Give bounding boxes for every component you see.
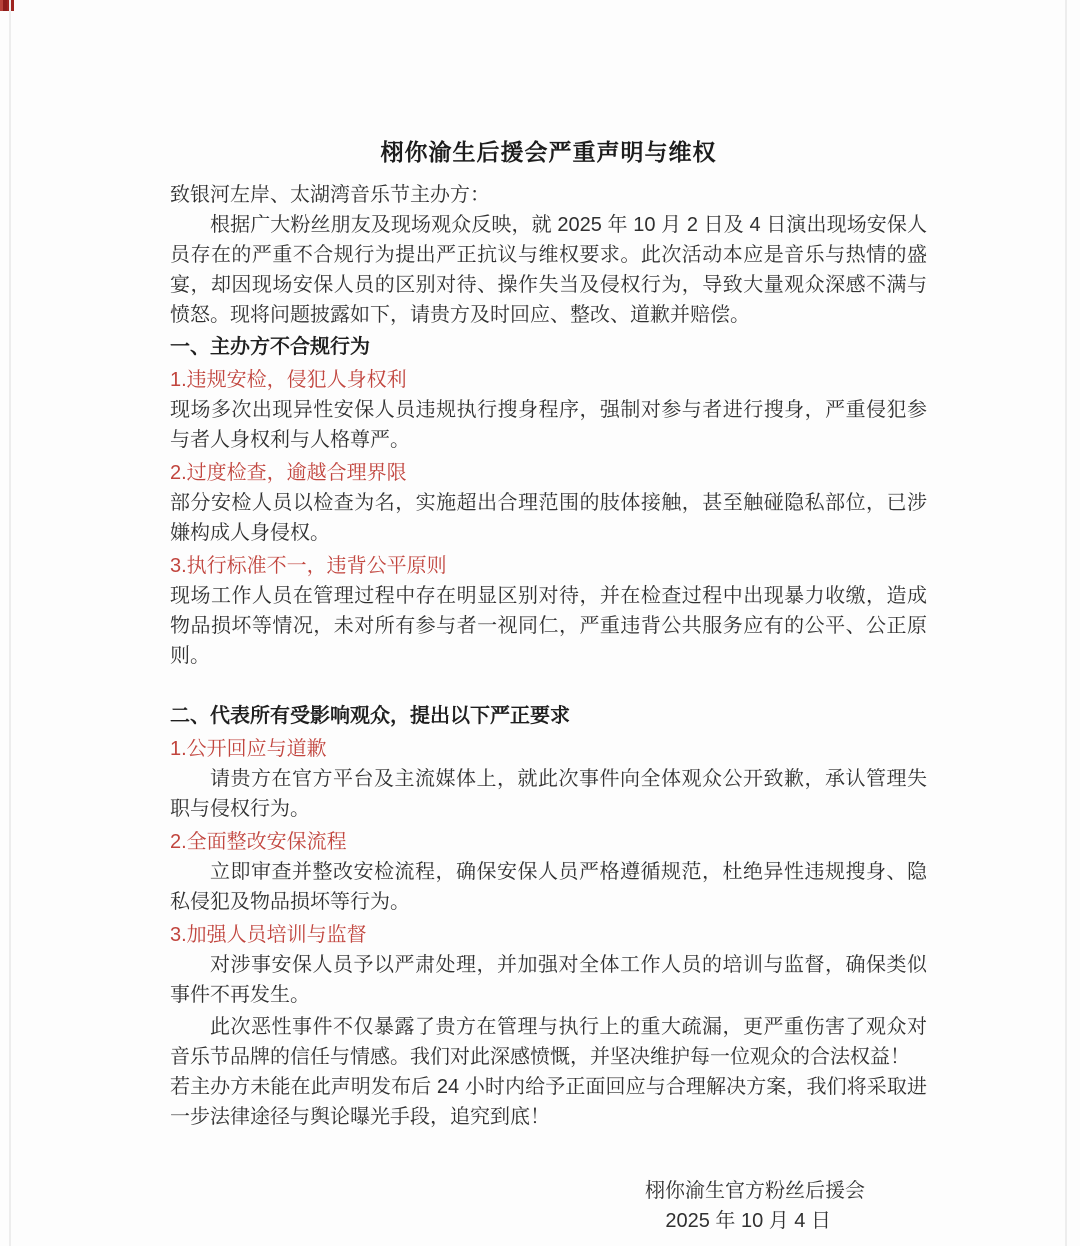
document-body	[170, 136, 927, 1236]
section1-heading: 一、主办方不合规行为	[170, 336, 370, 358]
salutation-line: 致银河左岸、太湖湾音乐节主办方：	[170, 184, 490, 206]
page-left-edge-line	[9, 0, 11, 1246]
section1-item2-title: 2.过度检查，逾越合理界限	[170, 462, 407, 484]
intro-paragraph: 根据广大粉丝朋友及现场观众反映，就 2025 年 10 月 2 日及 4 日演出现场安保人员存在的严重不合规行为提出严正抗议与维权要求。此次活动本应是音乐与热情的盛宴，却因现场安保人员的区别对待、操作失当及侵权行为，导致大量观众深感不满与愤怒。现将问题披露如下，请贵方及时回应、整改、道歉并赔偿。	[170, 214, 927, 326]
section2-item2-body: 立即审查并整改安检流程，确保安保人员严格遵循规范，杜绝异性违规搜身、隐私侵犯及物品损坏等行为。	[170, 861, 927, 913]
page-right-edge-line	[1065, 0, 1067, 1246]
document-title: 栩你渝生后援会严重声明与维权	[380, 139, 717, 165]
section2-item2-title: 2.全面整改安保流程	[170, 831, 347, 853]
section2-heading: 二、代表所有受影响观众，提出以下严正要求	[170, 705, 570, 727]
signature-block	[170, 1176, 927, 1236]
section1-item2-body: 部分安检人员以检查为名，实施超出合理范围的肢体接触，甚至触碰隐私部位，已涉嫌构成人身侵权。	[170, 492, 927, 544]
section2-item1-body: 请贵方在官方平台及主流媒体上，就此次事件向全体观众公开致歉，承认管理失职与侵权行为。	[170, 768, 927, 820]
section2-item3-body: 对涉事安保人员予以严肃处理，并加强对全体工作人员的培训与监督，确保类似事件不再发生。	[170, 954, 927, 1006]
section1-item3-body: 现场工作人员在管理过程中存在明显区别对待，并在检查过程中出现暴力收缴，造成物品损坏等情况，未对所有参与者一视同仁，严重违背公共服务应有的公平、公正原则。	[170, 585, 927, 667]
section1-item1-body: 现场多次出现异性安保人员违规执行搜身程序，强制对参与者进行搜身，严重侵犯参与者人身权利与人格尊严。	[170, 399, 927, 451]
closing-paragraph-2: 若主办方未能在此声明发布后 24 小时内给予正面回应与合理解决方案，我们将采取进一步法律途径与舆论曝光手段，追究到底！	[170, 1076, 927, 1128]
section2-item3-title: 3.加强人员培训与监督	[170, 924, 367, 946]
closing-paragraphs	[170, 1012, 927, 1132]
signature-org-name: 栩你渝生官方粉丝后援会	[645, 1180, 865, 1202]
section1-item1-title: 1.违规安检，侵犯人身权利	[170, 369, 407, 391]
red-corner-artifact	[0, 0, 14, 11]
signature-date: 2025 年 10 月 4 日	[665, 1210, 831, 1232]
closing-paragraph-1: 此次恶性事件不仅暴露了贵方在管理与执行上的重大疏漏，更严重伤害了观众对音乐节品牌的信任与情感。我们对此深感愤慨，并坚决维护每一位观众的合法权益！	[170, 1016, 927, 1068]
section2-item1-title: 1.公开回应与道歉	[170, 738, 327, 760]
section1-item3-title: 3.执行标准不一，违背公平原则	[170, 555, 447, 577]
